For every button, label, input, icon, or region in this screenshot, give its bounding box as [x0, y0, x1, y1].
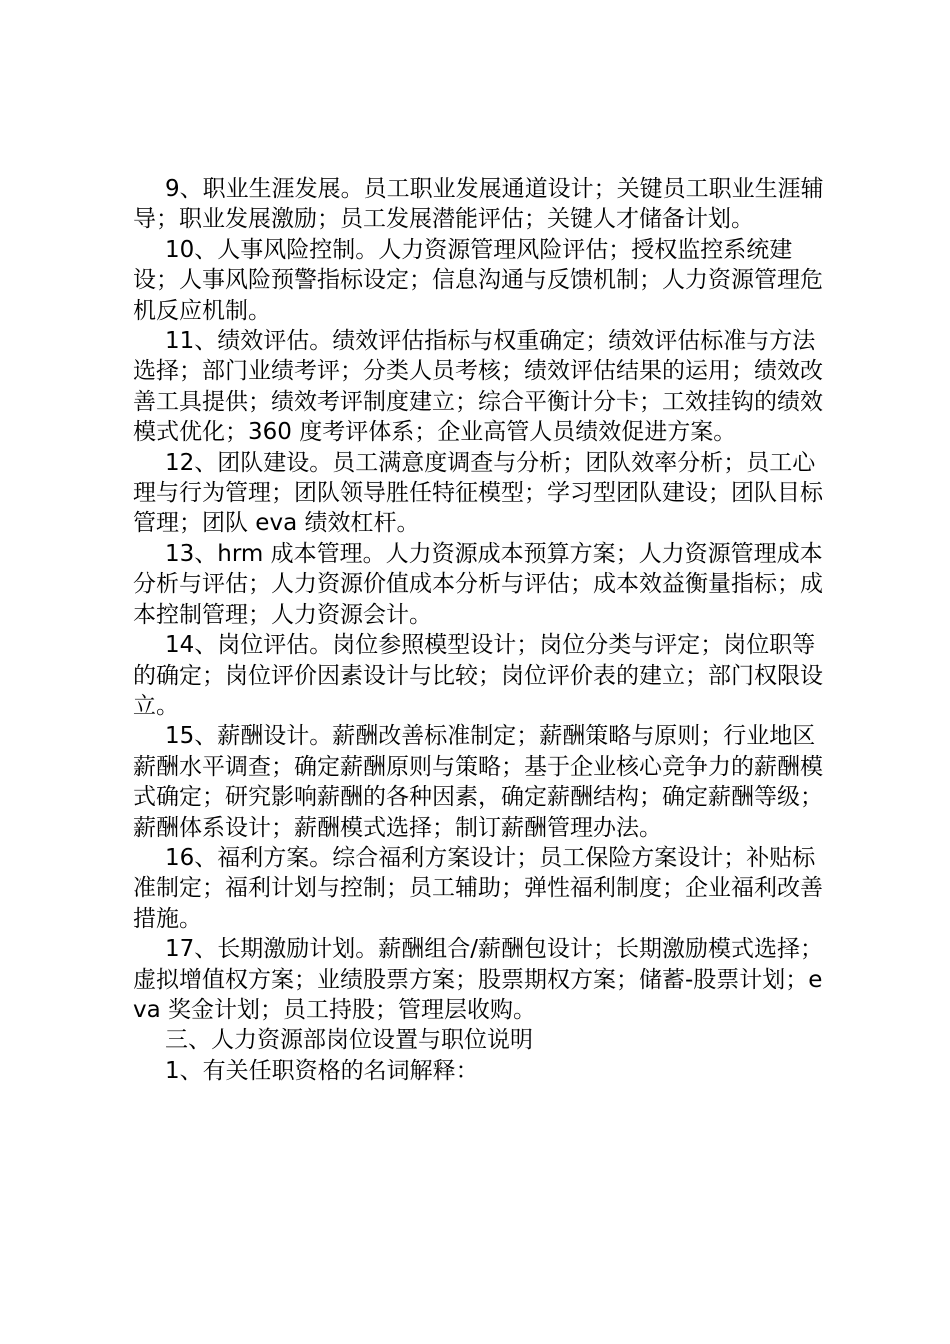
paragraph-qualification-terms: 1、有关任职资格的名词解释：	[165, 1057, 479, 1084]
paragraph-compensation-design: 15、薪酬设计。薪酬改善标准制定；薪酬策略与原则；行业地区薪酬水平调查；确定薪酬原则与策略；基于企业核心竞争力的薪酬模式确定；研究影响薪酬的各种因素，确定薪酬结构；确定薪酬等级；薪酬体系设计；薪酬模式选择；制订薪酬管理办法。	[133, 723, 823, 841]
document-body	[133, 174, 833, 1086]
paragraph-career-development: 9、职业生涯发展。员工职业发展通道设计；关键员工职业生涯辅导；职业发展激励；员工发展潜能评估；关键人才储备计划。	[133, 176, 824, 233]
paragraph-long-term-incentive: 17、长期激励计划。薪酬组合/薪酬包设计；长期激励模式选择；虚拟增值权方案；业绩股票方案；股票期权方案；储蓄-股票计划；eva 奖金计划；员工持股；管理层收购。	[133, 936, 824, 1023]
section-heading-hr-positions: 三、人力资源部岗位设置与职位说明	[165, 1027, 533, 1054]
paragraph-performance-evaluation: 11、绩效评估。绩效评估指标与权重确定；绩效评估标准与方法选择；部门业绩考评；分类人员考核；绩效评估结果的运用；绩效改善工具提供；绩效考评制度建立；综合平衡计分卡；工效挂钩的绩效模式优化；360 度考评体系；企业高管人员绩效促进方案。	[133, 328, 823, 446]
paragraph-job-evaluation: 14、岗位评估。岗位参照模型设计；岗位分类与评定；岗位职等的确定；岗位评价因素设计与比较；岗位评价表的建立；部门权限设立。	[133, 632, 823, 719]
paragraph-team-building: 12、团队建设。员工满意度调查与分析；团队效率分析；员工心理与行为管理；团队领导胜任特征模型；学习型团队建设；团队目标管理；团队 eva 绩效杠杆。	[133, 449, 823, 537]
paragraph-benefits-plan: 16、福利方案。综合福利方案设计；员工保险方案设计；补贴标准制定；福利计划与控制；员工辅助；弹性福利制度；企业福利改善措施。	[133, 844, 823, 932]
paragraph-personnel-risk-control: 10、人事风险控制。人力资源管理风险评估；授权监控系统建设；人事风险预警指标设定；信息沟通与反馈机制；人力资源管理危机反应机制。	[133, 236, 823, 324]
paragraph-hrm-cost-management: 13、hrm 成本管理。人力资源成本预算方案；人力资源管理成本分析与评估；人力资源价值成本分析与评估；成本效益衡量指标；成本控制管理；人力资源会计。	[133, 540, 823, 628]
